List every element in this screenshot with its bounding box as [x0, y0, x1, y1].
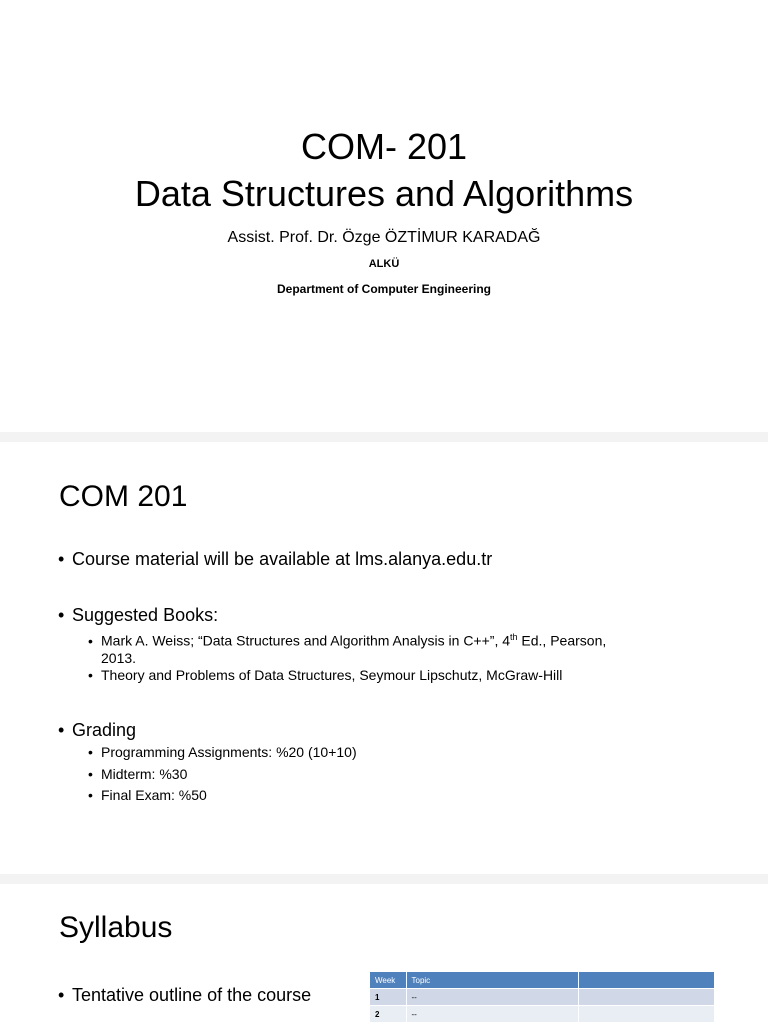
bullet-course-material: • Course material will be available at lms.alanya.edu.tr: [58, 549, 493, 569]
syllabus-table: [370, 972, 715, 1022]
book-item-weiss: • Mark A. Weiss; “Data Structures and Algorithm Analysis in C++”, 4th Ed., Pearson, 2013.: [88, 632, 607, 666]
grading-item-midterm: • Midterm: %30: [88, 766, 188, 782]
table-row: [370, 989, 714, 1006]
table-cell-topic: --: [406, 989, 578, 1006]
bullet-dot: •: [88, 632, 93, 649]
institution-name: ALKÜ: [368, 258, 400, 270]
course-info-title: COM 201: [59, 480, 188, 513]
department-name: Department of Computer Engineering: [276, 282, 491, 296]
bullet-dot: •: [88, 744, 93, 760]
table-cell-extra: [578, 1006, 714, 1023]
table-cell-week: 2: [370, 1006, 406, 1023]
author-name: Assist. Prof. Dr. Özge ÖZTİMUR KARADAĞ: [227, 229, 541, 246]
table-header-row: [370, 972, 714, 989]
table-cell-week: 1: [370, 989, 406, 1006]
bullet-dot: •: [58, 605, 65, 625]
bullet-dot: •: [58, 549, 65, 569]
bullet-dot: •: [58, 720, 65, 740]
bullet-grading: • Grading: [58, 720, 137, 740]
grading-item-final: • Final Exam: %50: [88, 787, 207, 803]
book-item-lipschutz: • Theory and Problems of Data Structures, Seymour Lipschutz, McGraw-Hill: [88, 667, 563, 683]
title-slide: [0, 0, 768, 432]
syllabus-title: Syllabus: [59, 911, 173, 944]
course-name-title: Data Structures and Algorithms: [134, 173, 634, 214]
table-cell-extra: [578, 989, 714, 1006]
slide-separator: [0, 874, 768, 884]
bullet-tentative-outline: • Tentative outline of the course: [58, 985, 312, 1005]
bullet-dot: •: [88, 787, 93, 803]
table-header-week: Week: [370, 972, 406, 989]
bullet-dot: •: [88, 667, 93, 683]
course-code-title: COM- 201: [300, 126, 468, 167]
bullet-suggested-books: • Suggested Books:: [58, 605, 219, 625]
bullet-dot: •: [88, 766, 93, 782]
table-row: [370, 1006, 714, 1023]
bullet-dot: •: [58, 985, 65, 1005]
slide-separator: [0, 432, 768, 442]
grading-item-assignments: • Programming Assignments: %20 (10+10): [88, 744, 357, 760]
table-cell-topic: --: [406, 1006, 578, 1023]
table-header-topic: Topic: [406, 972, 578, 989]
table-header-extra: [578, 972, 714, 989]
